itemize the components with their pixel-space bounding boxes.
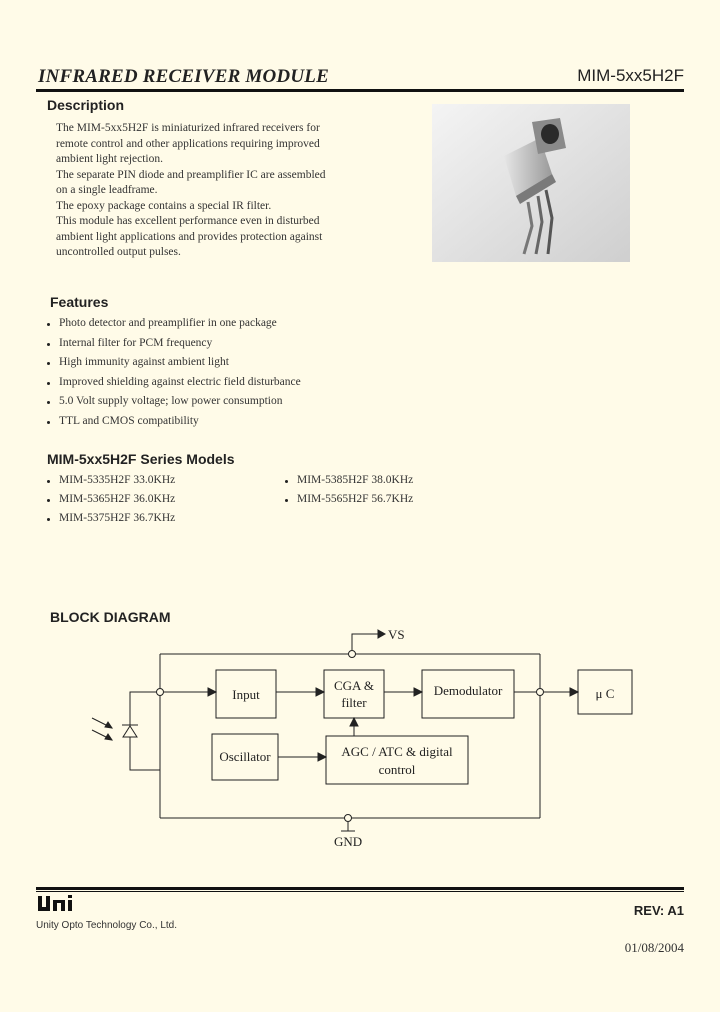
arrow-icon [350, 718, 358, 726]
arrow-icon [208, 688, 216, 696]
arrow-icon [570, 688, 578, 696]
description-line: The MIM-5xx5H2F is miniaturized infrared receivers for [56, 122, 320, 134]
photodiode-icon [123, 726, 137, 737]
vs-arrow-icon [378, 630, 385, 638]
agc-label-line1: AGC / ATC & digital [341, 744, 453, 759]
input-block-label: Input [232, 687, 260, 702]
feature-item: High immunity against ambient light [47, 356, 301, 376]
feature-item: TTL and CMOS compatibility [47, 415, 301, 435]
model-item: MIM-5385H2F 38.0KHz [285, 474, 413, 493]
description-line: The epoxy package contains a special IR filter. [56, 199, 272, 212]
gnd-node [345, 815, 352, 822]
microcontroller-label: μ C [595, 686, 615, 701]
description-line: remote control and other applications requiring improved [56, 137, 320, 150]
feature-item: 5.0 Volt supply voltage; low power consumption [47, 395, 301, 415]
output-node [537, 689, 544, 696]
feature-item: Improved shielding against electric field disturbance [47, 376, 301, 396]
input-node [157, 689, 164, 696]
description-line: The separate PIN diode and preamplifier IC are assembled [56, 168, 326, 181]
document-date: 01/08/2004 [624, 940, 684, 955]
vs-lead [352, 634, 378, 650]
arrow-icon [414, 688, 422, 696]
models-list-left [47, 474, 175, 531]
description-line: This module has excellent performance even in disturbed [56, 215, 320, 227]
product-photo [432, 104, 630, 262]
cga-label-line2: filter [341, 695, 367, 710]
agc-label-line2: control [378, 762, 416, 777]
light-arrow-icon [105, 722, 112, 728]
model-item: MIM-5375H2F 36.7KHz [47, 512, 175, 531]
description-line: on a single leadframe. [56, 184, 158, 196]
light-arrow-icon [105, 734, 112, 740]
description-text [56, 121, 356, 261]
model-item: MIM-5365H2F 36.0KHz [47, 493, 175, 512]
model-number: MIM-5xx5H2F [577, 66, 684, 85]
vs-node [349, 651, 356, 658]
gnd-label: GND [334, 834, 363, 849]
demodulator-label: Demodulator [433, 683, 503, 698]
cga-label-line1: CGA & [333, 678, 375, 693]
feature-item: Photo detector and preamplifier in one package [47, 317, 301, 337]
arrow-icon [318, 753, 326, 761]
description-line: ambient light rejection. [56, 153, 163, 165]
diode-wiring [130, 692, 160, 770]
description-line: uncontrolled output pulses. [56, 246, 181, 258]
company-logo [38, 892, 78, 918]
uni-logo-icon [38, 895, 72, 911]
oscillator-label: Oscillator [219, 749, 271, 764]
description-line: ambient light applications and provides protection against [56, 230, 323, 243]
model-item: MIM-5335H2F 33.0KHz [47, 474, 175, 493]
features-list [47, 317, 301, 435]
models-list-right [285, 474, 413, 512]
arrow-icon [316, 688, 324, 696]
feature-item: Internal filter for PCM frequency [47, 337, 301, 357]
footer-rule [36, 887, 684, 890]
description-heading: Description [47, 97, 125, 113]
features-heading: Features [50, 294, 109, 310]
company-name: Unity Opto Technology Co., Ltd. [36, 920, 178, 931]
models-heading: MIM-5xx5H2F Series Models [47, 451, 235, 467]
document-title: INFRARED RECEIVER MODULE [38, 66, 329, 87]
block-diagram [0, 620, 720, 860]
model-item: MIM-5565H2F 56.7KHz [285, 493, 413, 512]
header-rule [36, 89, 684, 92]
footer-rule-thin [36, 891, 684, 892]
vs-label: VS [388, 627, 405, 642]
revision-label: REV: A1 [633, 903, 684, 918]
block-diagram-heading: BLOCK DIAGRAM [50, 609, 171, 625]
